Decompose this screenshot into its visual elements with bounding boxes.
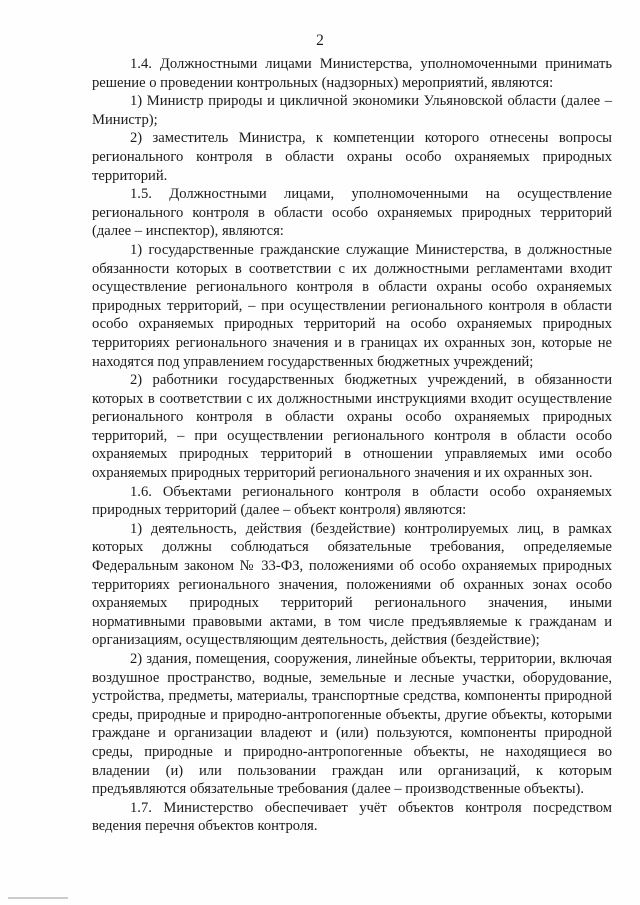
paragraph-1-6-item-1: 1) деятельность, действия (бездействие) контролируемых лиц, в рамках которых должны соблюдаться обязательные требования, определяемые Федеральным законом № 33-ФЗ, положениями об особо охраняемых природных территориях регионального значения, положениями об охранных зонах особо охраняемых природных территорий регионального значения, иными нормативными правовыми актами, в том числе предъявляемые к гражданам и организациям, осуществляющим деятельность, действия (бездействие); bbox=[92, 520, 612, 649]
paragraph-1-7: 1.7. Министерство обеспечивает учёт объектов контроля посредством ведения перечня объектов контроля. bbox=[92, 799, 612, 835]
paragraph-1-4-item-1: 1) Министр природы и цикличной экономики Ульяновской области (далее – Министр); bbox=[92, 93, 612, 128]
paragraph-1-6-item-2: 2) здания, помещения, сооружения, линейные объекты, территории, включая воздушное пространство, водные, земельные и лесные участки, оборудование, устройства, предметы, материалы, транспортные средства, компоненты природной среды, природные и природно-антропогенные объекты, другие объекты, которыми граждане и организации владеют и (или) пользуются, компоненты природной среды, природные и природно-антропогенные объекты, не находящиеся во владении (и) или пользовании граждан или организаций, к которым предъявляются обязательные требования (далее – производственные объекты). bbox=[92, 651, 612, 798]
paragraph-1-4: 1.4. Должностными лицами Министерства, уполномоченными принимать решение о проведении контрольных (надзорных) мероприятий, являются: bbox=[92, 56, 612, 91]
paragraph-1-5: 1.5. Должностными лицами, уполномоченными на осуществление регионального контроля в области особо охраняемых природных территорий (далее – инспектор), являются: bbox=[92, 186, 612, 240]
paragraph-1-4-item-2: 2) заместитель Министра, к компетенции которого отнесены вопросы регионального контроля в области охраны особо охраняемых природных территорий. bbox=[92, 130, 612, 184]
paragraph-1-6: 1.6. Объектами регионального контроля в области особо охраняемых природных территорий (далее – объект контроля) являются: bbox=[92, 483, 612, 519]
page-number: 2 bbox=[316, 32, 324, 49]
paragraph-1-5-item-2: 2) работники государственных бюджетных учреждений, в обязанности которых в соответствии с их должностными инструкциями входит осуществление регионального контроля в области охраны особо охраняемых природных территорий, – при осуществлении регионального контроля в области особо охраняемых природных территорий в отношении управляемых ими особо охраняемых природных территорий регионального значения и их охранных зон. bbox=[92, 372, 612, 482]
paragraph-1-5-item-1: 1) государственные гражданские служащие Министерства, в должностные обязанности которых в соответствии с их должностными регламентами входит осуществление регионального контроля в области охраны особо охраняемых природных территорий, – при осуществлении регионального контроля в области особо охраняемых природных территорий на особо охраняемых природных территориях регионального значения и в границах их охранных зон, которые не находятся под управлением государственных бюджетных учреждений; bbox=[92, 241, 612, 370]
document-body bbox=[92, 55, 612, 836]
scan-edge-mark bbox=[8, 897, 68, 899]
